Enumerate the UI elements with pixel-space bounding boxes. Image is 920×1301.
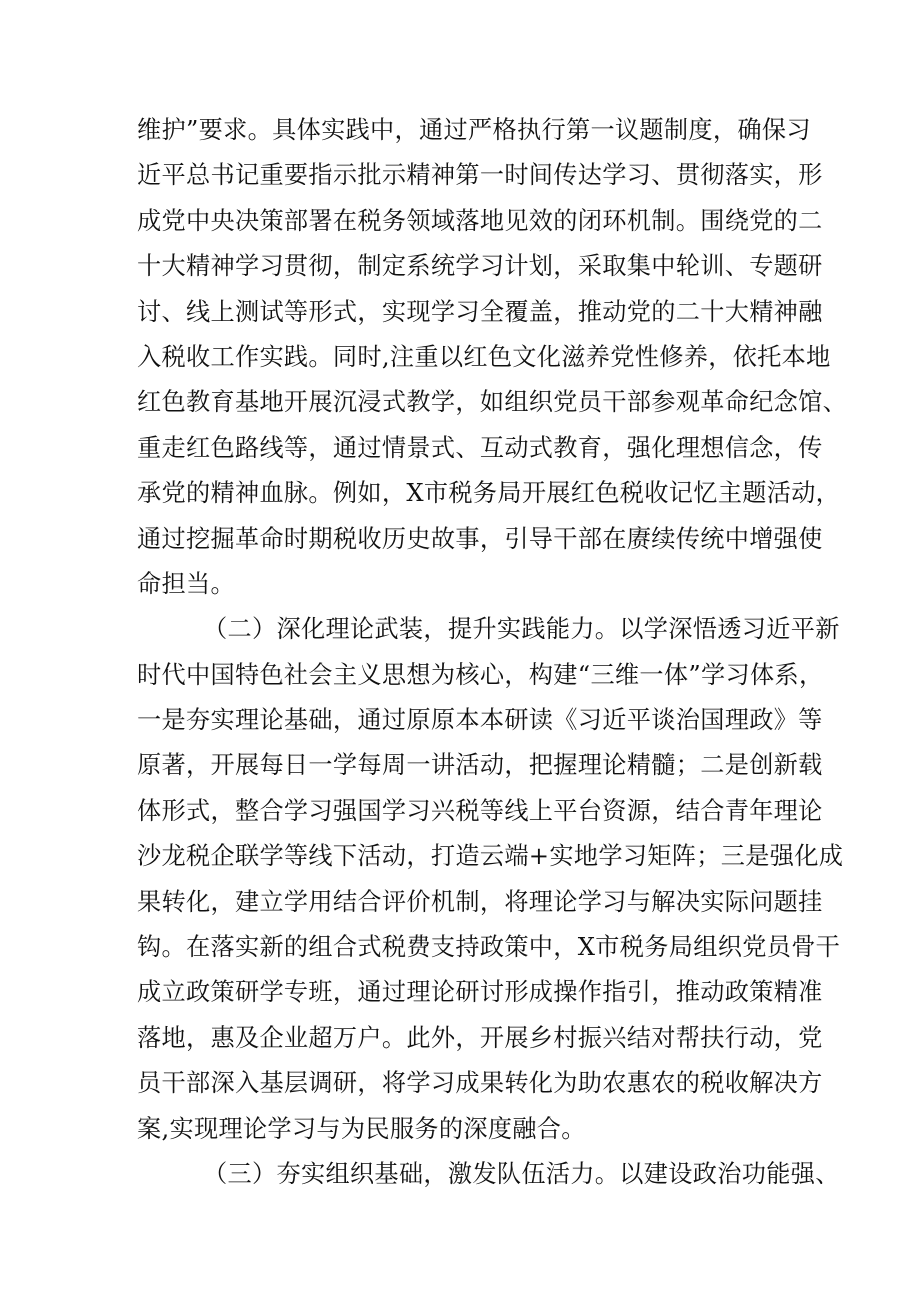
text-line: 通过挖掘革命时期税收历史故事，引导干部在赓续传统中增强使 bbox=[137, 524, 823, 553]
text-line: 成党中央决策部署在税务领域落地见效的闭环机制。围绕党的二 bbox=[137, 206, 823, 235]
paragraph-1 bbox=[137, 108, 848, 607]
text-line: 员干部深入基层调研，将学习成果转化为助农惠农的税收解决方 bbox=[137, 1069, 823, 1098]
text-line: 讨、线上测试等形式，实现学习全覆盖，推动党的二十大精神融 bbox=[137, 297, 823, 326]
text-line: 命担当。 bbox=[137, 569, 235, 598]
text-line: 近平总书记重要指示批示精神第一时间传达学习、贯彻落实，形 bbox=[137, 161, 823, 190]
text-line: 入税收工作实践。同时,注重以红色文化滋养党性修养，依托本地 bbox=[137, 342, 831, 371]
text-line: 果转化，建立学用结合评价机制，将理论学习与解决实际问题挂 bbox=[137, 887, 823, 916]
section-heading-line: （三）夯实组织基础，激发队伍活力。以建设政治功能强、 bbox=[203, 1159, 840, 1188]
text-line: 重走红色路线等，通过情景式、互动式教育，强化理想信念，传 bbox=[137, 433, 823, 462]
text-line: 钩。在落实新的组合式税费支持政策中，X市税务局组织党员骨干 bbox=[137, 933, 841, 962]
text-line: 维护”要求。具体实践中，通过严格执行第一议题制度，确保习 bbox=[137, 116, 811, 144]
text-line: 承党的精神血脉。例如，X市税务局开展红色税收记忆主题活动， bbox=[137, 479, 841, 508]
section-heading-line: （二）深化理论武装，提升实践能力。以学深悟透习近平新 bbox=[203, 615, 840, 644]
text-line: 十大精神学习贯彻，制定系统学习计划，采取集中轮训、专题研 bbox=[137, 252, 823, 281]
text-line: 体形式，整合学习强国学习兴税等线上平台资源，结合青年理论 bbox=[137, 796, 823, 825]
document-body bbox=[137, 108, 848, 1197]
text-line: 红色教育基地开展沉浸式教学，如组织党员干部参观革命纪念馆、 bbox=[137, 388, 848, 417]
text-line: 原著，开展每日一学每周一讲活动，把握理论精髓；二是创新载 bbox=[137, 751, 823, 780]
text-line: 沙龙税企联学等线下活动，打造云端+实地学习矩阵；三是强化成 bbox=[137, 842, 844, 871]
text-line: 成立政策研学专班，通过理论研讨形成操作指引，推动政策精准 bbox=[137, 978, 823, 1007]
text-line: 落地，惠及企业超万户。此外，开展乡村振兴结对帮扶行动，党 bbox=[137, 1023, 823, 1052]
text-line: 案,实现理论学习与为民服务的深度融合。 bbox=[137, 1114, 586, 1143]
paragraph-2 bbox=[137, 607, 844, 1152]
paragraph-3 bbox=[137, 1152, 840, 1197]
text-line: 一是夯实理论基础，通过原原本本研读《习近平谈治国理政》等 bbox=[137, 706, 823, 735]
text-line: 时代中国特色社会主义思想为核心，构建“三维一体”学习体系， bbox=[137, 660, 824, 689]
